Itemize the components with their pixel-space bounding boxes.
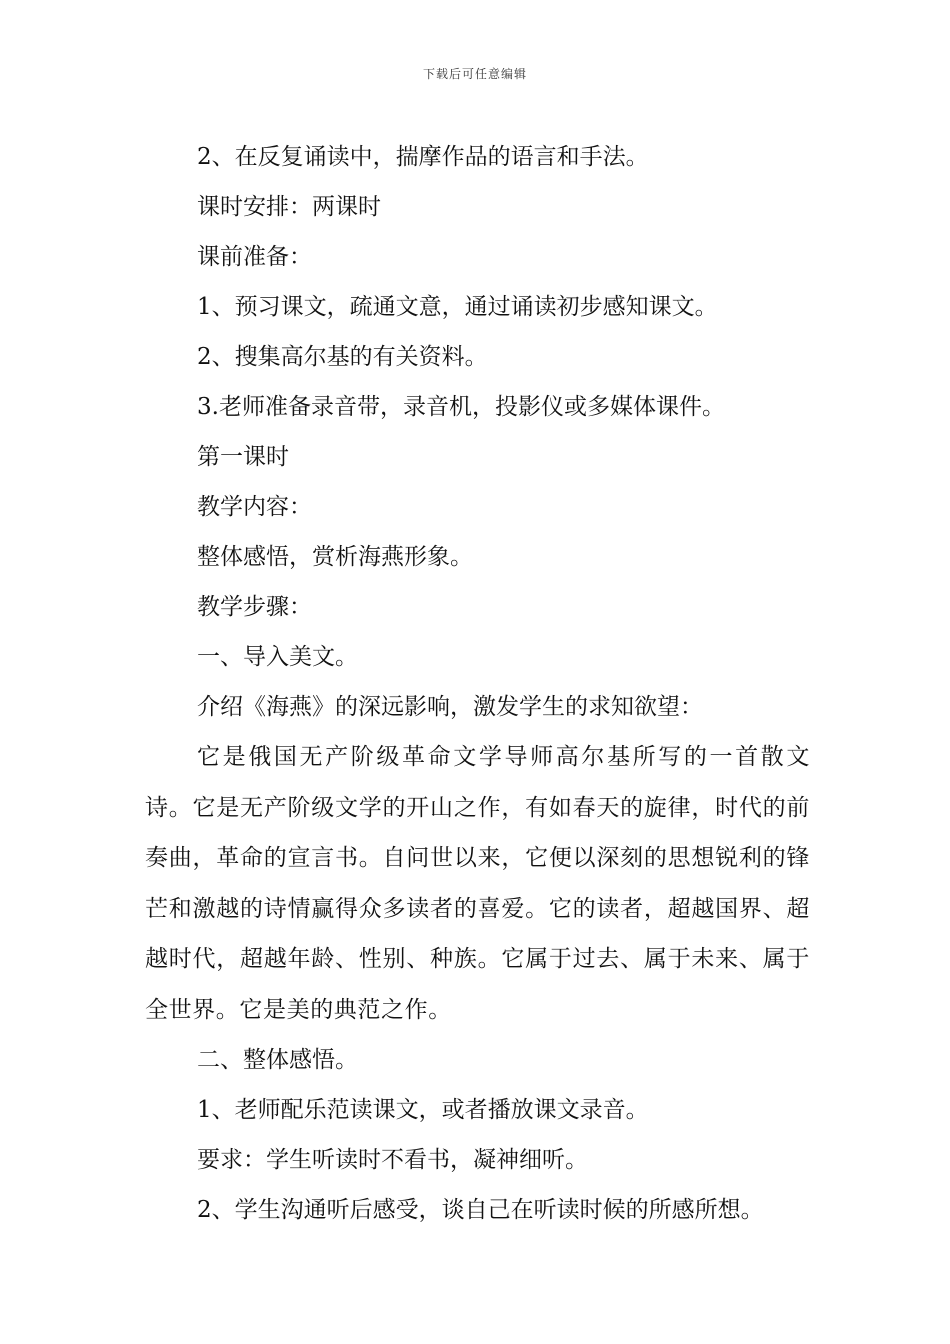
preparation-item: 3.老师准备录音带，录音机，投影仪或多媒体课件。 [197,394,725,420]
preparation-item: 2、搜集高尔基的有关资料。 [197,344,488,370]
lesson-heading: 第一课时 [197,444,289,470]
requirement-line: 要求：学生听读时不看书，凝神细听。 [197,1147,588,1173]
document-body [145,132,810,1235]
intro-paragraph: 它是俄国无产阶级革命文学导师高尔基所写的一首散文诗。它是无产阶级文学的开山之作，有如春天的旋律，时代的前奏曲，革命的宣言书。自问世以来，它便以深刻的思想锐利的锋芒和激越的诗情赢得众多读者的喜爱。它的读者，超越国界、超越时代，超越年龄、性别、种族。它属于过去、属于未来、属于全世界。它是美的典范之作。 [145,744,810,1023]
intro-line: 介绍《海燕》的深远影响，激发学生的求知欲望： [197,694,703,720]
section-heading: 一、导入美文。 [197,644,358,670]
step-line: 2、学生沟通听后感受，谈自己在听读时候的所感所想。 [197,1197,764,1223]
section-heading: 二、整体感悟。 [197,1047,358,1073]
schedule-line: 课时安排：两课时 [197,194,381,220]
preparation-item: 1、预习课文，疏通文意，通过诵读初步感知课文。 [197,294,718,320]
objective-line: 2、在反复诵读中，揣摩作品的语言和手法。 [197,144,649,170]
content-line: 整体感悟，赏析海燕形象。 [197,544,473,570]
content-heading: 教学内容： [197,494,312,520]
step-line: 1、老师配乐范读课文，或者播放课文录音。 [197,1097,649,1123]
page-header: 下载后可任意编辑 [422,67,527,81]
steps-heading: 教学步骤： [197,594,312,620]
preparation-heading: 课前准备： [197,244,312,270]
